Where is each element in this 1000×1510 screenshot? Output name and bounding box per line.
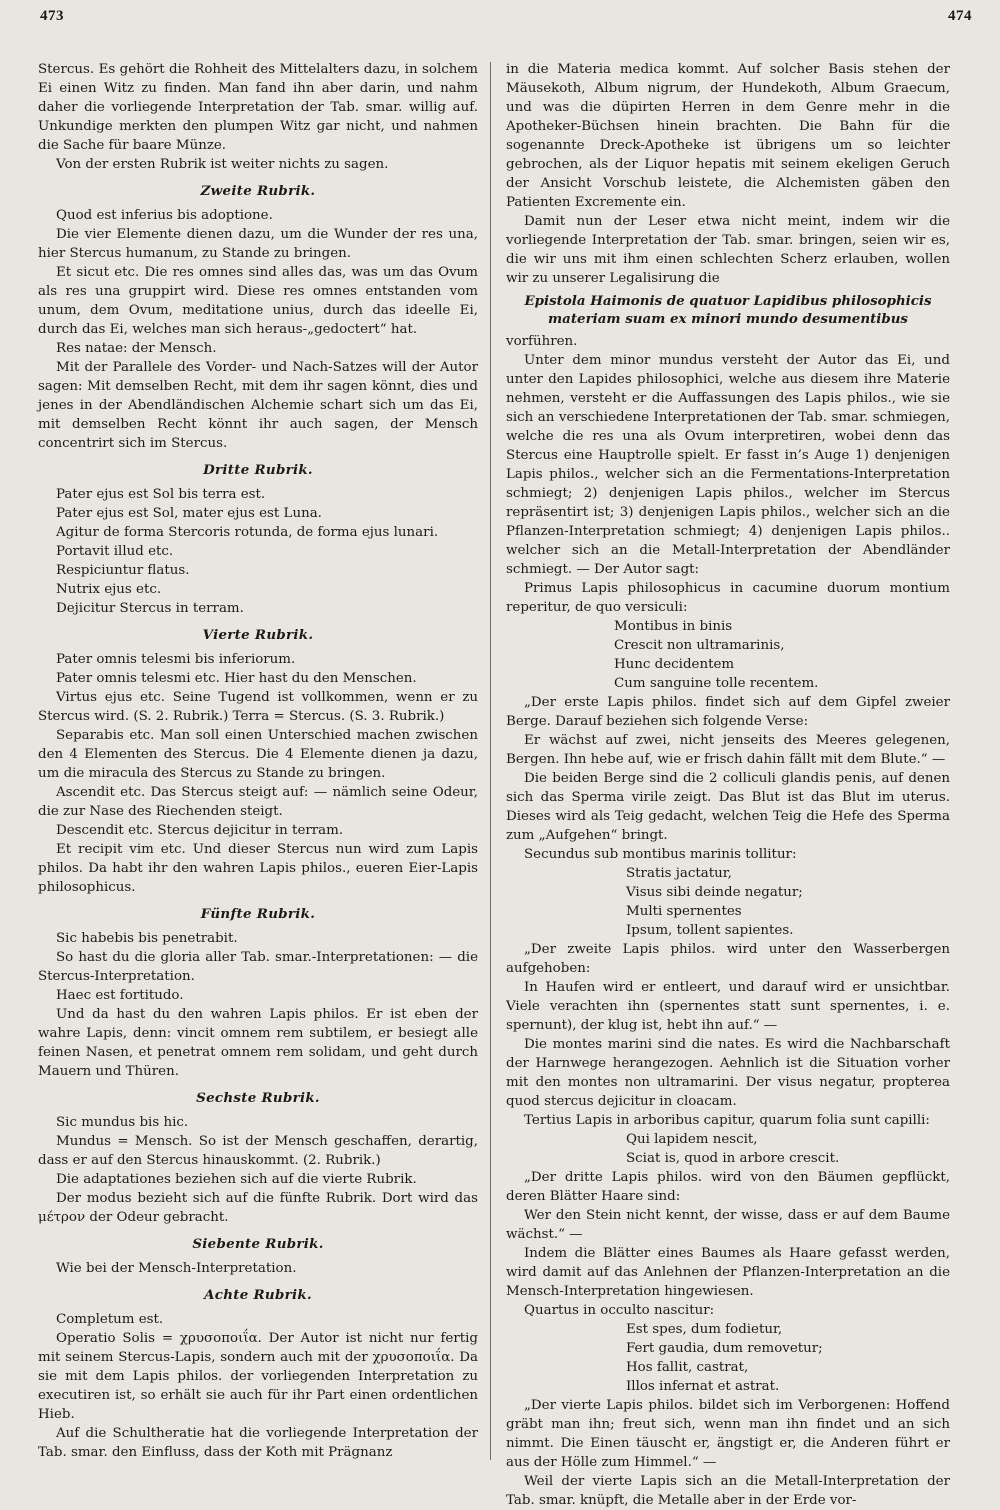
paragraph: Er wächst auf zwei, nicht jenseits des Meeres gelegenen, Bergen. Ihn hebe auf, wie er frisch dahin fällt mit dem Blute.“ —	[506, 733, 950, 767]
paragraph: Damit nun der Leser etwa nicht meint, indem wir die vorliegende Interpretation der Tab. smar. bringen, seien wir es, die wir uns mit ihm einen schlechten Scherz erlauben, wollen wir zu unserer Legalisirung die	[506, 214, 950, 286]
paragraph: Die beiden Berge sind die 2 colliculi glandis penis, auf denen sich das Sperma virile zeigt. Das Blut ist das Blut im uterus. Dieses wird als Teig gedacht, welchen Teig die Hefe des Sperma zum „Aufgehen“ bringt.	[506, 771, 950, 843]
column-divider	[490, 62, 491, 1460]
verse-line: Visus sibi deinde negatur;	[626, 885, 803, 900]
paragraph: „Der dritte Lapis philos. wird von den Bäumen gepflückt, deren Blätter Haare sind:	[506, 1170, 950, 1204]
paragraph: Secundus sub montibus marinis tollitur:	[524, 847, 797, 862]
paragraph: Mundus = Mensch. So ist der Mensch geschaffen, derartig, dass er auf den Stercus hinauskommt. (2. Rubrik.)	[38, 1134, 478, 1168]
paragraph: Virtus ejus etc. Seine Tugend ist vollkommen, wenn er zu Stercus wird. (S. 2. Rubrik.) Terra = Stercus. (S. 3. Rubrik.)	[38, 690, 478, 724]
section-heading: Fünfte Rubrik.	[200, 906, 316, 922]
paragraph: in die Materia medica kommt. Auf solcher Basis stehen der Mäusekoth, Album nigrum, der Hundekoth, Album Graecum, und was die düpirten Herren in dem Genre mehr in die Apotheker-Büchsen hinein brachten. Die Bahn für die sogenannte Dreck-Apotheke ist übrigens um so leichter gebrochen, als der Liquor hepatis mit seinem ekeligen Geruch der Ansicht Vorschub leistete, die Alchemisten gäben den Patienten Excremente ein.	[506, 62, 950, 210]
section-heading: Achte Rubrik.	[204, 1287, 312, 1303]
paragraph: Wie bei der Mensch-Interpretation.	[56, 1261, 297, 1276]
paragraph: Von der ersten Rubrik ist weiter nichts zu sagen.	[56, 157, 389, 172]
paragraph: So hast du die gloria aller Tab. smar.-Interpretationen: — die Stercus-Interpretation.	[38, 950, 478, 984]
paragraph: Weil der vierte Lapis sich an die Metall-Interpretation der Tab. smar. knüpft, die Metalle aber in der Erde vor-	[506, 1474, 950, 1508]
paragraph: Unter dem minor mundus versteht der Autor das Ei, und unter den Lapides philosophici, welche aus diesem ihre Materie nehmen, versteht er die Auffassungen des Lapis philos., wie sie sich an verschiedene Interpretationen der Tab. smar. schmiegen, welche die res una als Ovum interpretiren, wobei denn das Stercus eine Hauptrolle spielt. Er fasst in’s Auge 1) denjenigen Lapis philos., welcher sich an die Fermentations-Interpretation schmiegt; 2) denjenigen Lapis philos., welcher im Stercus repräsentirt ist; 3) denjenigen Lapis philos., welcher sich an die Pflanzen-Interpretation schmiegt; 4) denjenigen Lapis philos.. welcher sich an die Metall-Interpretation der Abendländer schmiegt. — Der Autor sagt:	[506, 353, 950, 577]
paragraph: Res natae: der Mensch.	[56, 341, 217, 356]
paragraph: Dejicitur Stercus in terram.	[56, 601, 244, 616]
paragraph: In Haufen wird er entleert, und darauf wird er unsichtbar. Viele verachten ihn (spernentes statt sunt spernentes, i. e. spernunt), der klug ist, hebt ihn auf.“ —	[506, 980, 950, 1033]
section-heading: Sechste Rubrik.	[196, 1090, 320, 1106]
paragraph: Primus Lapis philosophicus in cacumine duorum montium reperitur, de quo versiculi:	[506, 581, 950, 615]
paragraph: Quartus in occulto nascitur:	[524, 1303, 715, 1318]
paragraph: Wer den Stein nicht kennt, der wisse, dass er auf dem Baume wächst.“ —	[506, 1208, 950, 1242]
paragraph: Pater omnis telesmi etc. Hier hast du den Menschen.	[56, 671, 417, 686]
section-heading: Siebente Rubrik.	[192, 1236, 324, 1252]
paragraph: Portavit illud etc.	[56, 544, 174, 559]
paragraph: Die vier Elemente dienen dazu, um die Wunder der res una, hier Stercus humanum, zu Stande zu bringen.	[38, 227, 478, 261]
paragraph: Pater omnis telesmi bis inferiorum.	[56, 652, 296, 667]
verse-line: Sciat is, quod in arbore crescit.	[626, 1151, 840, 1166]
verse-line: Ipsum, tollent sapientes.	[626, 923, 794, 938]
paragraph: „Der erste Lapis philos. findet sich auf dem Gipfel zweier Berge. Darauf beziehen sich folgende Verse:	[506, 695, 950, 729]
paragraph: Pater ejus est Sol, mater ejus est Luna.	[56, 506, 322, 521]
paragraph: Der modus bezieht sich auf die fünfte Rubrik. Dort wird das μέτρον der Odeur gebracht.	[38, 1191, 478, 1225]
section-heading: Vierte Rubrik.	[202, 627, 314, 643]
paragraph: Nutrix ejus etc.	[56, 582, 162, 597]
paragraph: Agitur de forma Stercoris rotunda, de forma ejus lunari.	[56, 525, 439, 540]
paragraph: Und da hast du den wahren Lapis philos. Er ist eben der wahre Lapis, denn: vincit omnem rem subtilem, er besiegt alle feinen Nasen, et penetrat omnem rem solidam, und geht durch Mauern und Thüren.	[38, 1007, 478, 1079]
paragraph: Et recipit vim etc. Und dieser Stercus nun wird zum Lapis philos. Da habt ihr den wahren Lapis philos., eueren Eier-Lapis philosophicus.	[38, 842, 478, 895]
paragraph: Indem die Blätter eines Baumes als Haare gefasst werden, wird damit auf das Anlehnen der Pflanzen-Interpretation an die Mensch-Interpretation hingewiesen.	[506, 1246, 950, 1299]
left-column	[38, 60, 478, 1462]
verse-line: Qui lapidem nescit,	[626, 1132, 758, 1147]
paragraph: Descendit etc. Stercus dejicitur in terram.	[56, 823, 344, 838]
verse-line: Hunc decidentem	[614, 657, 735, 672]
paragraph: Auf die Schultheratie hat die vorliegende Interpretation der Tab. smar. den Einfluss, dass der Koth mit Prägnanz	[38, 1426, 478, 1460]
paragraph: Respiciuntur flatus.	[56, 563, 190, 578]
paragraph: Die montes marini sind die nates. Es wird die Nachbarschaft der Harnwege herangezogen. Aehnlich ist die Situation vorher mit den montes non ultramarini. Der visus negatur, propterea quod stercus dejicitur in cloacam.	[506, 1037, 950, 1109]
paragraph: Sic habebis bis penetrabit.	[56, 931, 238, 946]
paragraph: „Der vierte Lapis philos. bildet sich im Verborgenen: Hoffend gräbt man ihn; freut sich, wenn man ihn findet und an sich nimmt. Die Einen täuscht er, ängstigt er, die Anderen führt er aus der Hölle zum Himmel.“ —	[506, 1398, 950, 1470]
page-number-right: 474	[948, 8, 972, 24]
verse-line: Montibus in binis	[614, 619, 733, 634]
verse-line: Fert gaudia, dum removetur;	[626, 1341, 823, 1356]
paragraph: Die adaptationes beziehen sich auf die vierte Rubrik.	[56, 1172, 417, 1187]
verse-line: Cum sanguine tolle recentem.	[614, 676, 819, 691]
verse-line: Multi spernentes	[626, 904, 742, 919]
paragraph: „Der zweite Lapis philos. wird unter den Wasserbergen aufgehoben:	[506, 942, 950, 976]
paragraph: Et sicut etc. Die res omnes sind alles das, was um das Ovum als res una gruppirt wird. Diese res omnes entstanden vom unum, dem Ovum, meditatione unius, durch das ideelle Ei, durch das Ei, welches man sich heraus-„gedoctert“ hat.	[38, 265, 478, 337]
paragraph: Tertius Lapis in arboribus capitur, quarum folia sunt capilli:	[524, 1113, 930, 1128]
epistola-heading: Epistola Haimonis de quatuor Lapidibus philosophicis materiam suam ex minori mundo desumentibus	[524, 293, 932, 327]
verse-line: Crescit non ultramarinis,	[614, 638, 785, 653]
paragraph: Ascendit etc. Das Stercus steigt auf: — nämlich seine Odeur, die zur Nase des Riechenden steigt.	[38, 785, 478, 819]
paragraph: Sic mundus bis hic.	[56, 1115, 189, 1130]
page-number-left: 473	[40, 8, 64, 24]
paragraph: Separabis etc. Man soll einen Unterschied machen zwischen den 4 Elementen des Stercus. Die 4 Elemente dienen ja dazu, um die miracula des Stercus zu Stande zu bringen.	[38, 728, 478, 781]
paragraph: Mit der Parallele des Vorder- und Nach-Satzes will der Autor sagen: Mit demselben Recht, mit dem ihr sagen könnt, dies und jenes in der Abendländischen Alchemie schart sich um das Ei, mit demselben Recht könnt ihr auch sagen, der Mensch concentrirt sich im Stercus.	[38, 360, 478, 451]
paragraph: Operatio Solis = χρυσοποιΐα. Der Autor ist nicht nur fertig mit seinem Stercus-Lapis, sondern auch mit der χρυσοποιΐα. Da sie mit dem Lapis philos. der vorliegenden Interpretation zu executiren ist, so erhält sie auch für ihr Part einen ordentlichen Hieb.	[38, 1331, 478, 1422]
verse-line: Illos infernat et astrat.	[626, 1379, 780, 1394]
paragraph: Stercus. Es gehört die Rohheit des Mittelalters dazu, in solchem Ei einen Witz zu finden. Man fand ihn aber darin, und nahm daher die vorliegende Interpretation der Tab. smar. willig auf. Unkundige merkten den plumpen Witz gar nicht, und nahmen die Sache für baare Münze.	[38, 62, 478, 153]
paragraph: vorführen.	[506, 334, 578, 349]
paragraph: Haec est fortitudo.	[56, 988, 184, 1003]
paragraph: Completum est.	[56, 1312, 164, 1327]
right-column	[506, 60, 950, 1510]
verse-line: Est spes, dum fodietur,	[626, 1322, 783, 1337]
section-heading: Zweite Rubrik.	[200, 183, 316, 199]
paragraph: Quod est inferius bis adoptione.	[56, 208, 273, 223]
verse-line: Stratis jactatur,	[626, 866, 732, 881]
section-heading: Dritte Rubrik.	[203, 462, 313, 478]
paragraph: Pater ejus est Sol bis terra est.	[56, 487, 266, 502]
verse-line: Hos fallit, castrat,	[626, 1360, 749, 1375]
